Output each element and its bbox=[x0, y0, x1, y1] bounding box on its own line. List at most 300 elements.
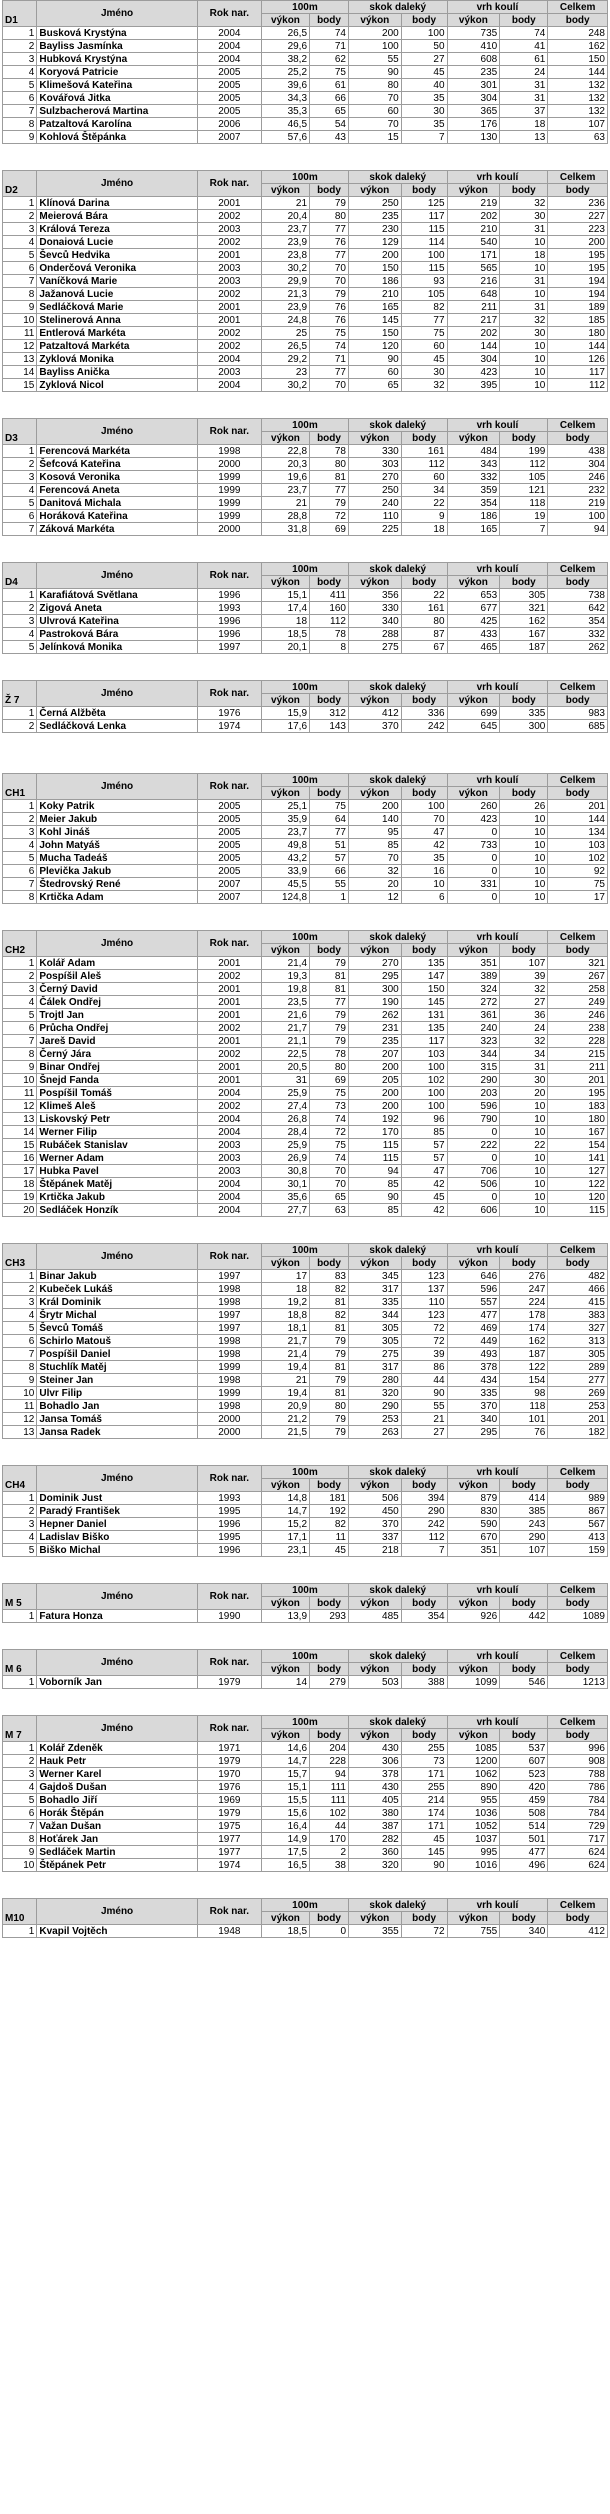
table-row bbox=[3, 1061, 608, 1074]
jump-points-cell: 47 bbox=[401, 826, 447, 839]
sprint-points-cell: 77 bbox=[310, 223, 349, 236]
birth-year-cell: 2007 bbox=[197, 891, 261, 904]
total-points-cell: 132 bbox=[548, 79, 608, 92]
birth-year-cell: 1990 bbox=[197, 1610, 261, 1623]
total-points-cell: 238 bbox=[548, 1022, 608, 1035]
table-row bbox=[3, 458, 608, 471]
rank-cell: 8 bbox=[3, 891, 37, 904]
jump-points-cell: 147 bbox=[401, 970, 447, 983]
sprint-points-cell: 70 bbox=[310, 1165, 349, 1178]
jump-points-cell: 125 bbox=[401, 197, 447, 210]
col-header-total: Celkem bbox=[548, 1466, 608, 1479]
rank-cell: 5 bbox=[3, 1322, 37, 1335]
birth-year-cell: 2000 bbox=[197, 1413, 261, 1426]
total-points-cell: 201 bbox=[548, 800, 608, 813]
sprint-time-cell: 15,6 bbox=[261, 1807, 309, 1820]
shot-distance-cell: 240 bbox=[447, 1022, 500, 1035]
table-row bbox=[3, 497, 608, 510]
shot-points-cell: 30 bbox=[500, 210, 548, 223]
jump-distance-cell: 344 bbox=[349, 1309, 402, 1322]
shot-distance-cell: 354 bbox=[447, 497, 500, 510]
table-row bbox=[3, 1309, 608, 1322]
total-points-cell: 154 bbox=[548, 1139, 608, 1152]
jump-distance-cell: 85 bbox=[349, 1178, 402, 1191]
col-header-year: Rok nar. bbox=[197, 681, 261, 707]
jump-distance-cell: 120 bbox=[349, 340, 402, 353]
rank-cell: 8 bbox=[3, 1048, 37, 1061]
sprint-points-cell: 78 bbox=[310, 628, 349, 641]
total-points-cell: 236 bbox=[548, 197, 608, 210]
shot-distance-cell: 344 bbox=[447, 1048, 500, 1061]
shot-points-cell: 41 bbox=[500, 40, 548, 53]
sprint-points-cell: 81 bbox=[310, 1387, 349, 1400]
shot-distance-cell: 606 bbox=[447, 1204, 500, 1217]
sprint-time-cell: 21 bbox=[261, 197, 309, 210]
col-header-performance: výkon bbox=[447, 432, 500, 445]
col-header-points: body bbox=[500, 944, 548, 957]
jump-points-cell: 123 bbox=[401, 1309, 447, 1322]
athlete-name-cell: Biško Michal bbox=[37, 1544, 197, 1557]
shot-distance-cell: 706 bbox=[447, 1165, 500, 1178]
shot-distance-cell: 370 bbox=[447, 1400, 500, 1413]
athlete-name-cell: Šefcová Kateřina bbox=[37, 458, 197, 471]
shot-points-cell: 10 bbox=[500, 340, 548, 353]
jump-distance-cell: 70 bbox=[349, 92, 402, 105]
jump-points-cell: 73 bbox=[401, 1755, 447, 1768]
total-points-cell: 267 bbox=[548, 970, 608, 983]
shot-points-cell: 13 bbox=[500, 131, 548, 144]
sprint-time-cell: 17,1 bbox=[261, 1531, 309, 1544]
sprint-points-cell: 74 bbox=[310, 1113, 349, 1126]
birth-year-cell: 2004 bbox=[197, 353, 261, 366]
sprint-points-cell: 64 bbox=[310, 813, 349, 826]
jump-points-cell: 100 bbox=[401, 1061, 447, 1074]
rank-cell: 5 bbox=[3, 249, 37, 262]
sprint-time-cell: 13,9 bbox=[261, 1610, 309, 1623]
col-header-points: body bbox=[500, 1479, 548, 1492]
athlete-name-cell: Pospíšil Daniel bbox=[37, 1348, 197, 1361]
athlete-name-cell: Pospíšil Tomáš bbox=[37, 1087, 197, 1100]
col-header-points: body bbox=[310, 1729, 349, 1742]
athlete-name-cell: Ševců Hedvika bbox=[37, 249, 197, 262]
jump-distance-cell: 300 bbox=[349, 983, 402, 996]
birth-year-cell: 1993 bbox=[197, 602, 261, 615]
total-points-cell: 304 bbox=[548, 458, 608, 471]
table-row bbox=[3, 1126, 608, 1139]
sprint-points-cell: 66 bbox=[310, 92, 349, 105]
jump-points-cell: 117 bbox=[401, 1035, 447, 1048]
athlete-name-cell: Karafiátová Světlana bbox=[37, 589, 197, 602]
athlete-name-cell: Zyklová Nicol bbox=[37, 379, 197, 392]
sprint-points-cell: 80 bbox=[310, 458, 349, 471]
sprint-time-cell: 25,9 bbox=[261, 1139, 309, 1152]
athlete-name-cell: Bohadlo Jiří bbox=[37, 1794, 197, 1807]
col-header-performance: výkon bbox=[261, 1912, 309, 1925]
shot-distance-cell: 646 bbox=[447, 1270, 500, 1283]
rank-cell: 1 bbox=[3, 1270, 37, 1283]
athlete-name-cell: Schirlo Matouš bbox=[37, 1335, 197, 1348]
jump-distance-cell: 280 bbox=[349, 1374, 402, 1387]
athlete-name-cell: Pospíšil Aleš bbox=[37, 970, 197, 983]
rank-cell: 3 bbox=[3, 471, 37, 484]
jump-points-cell: 57 bbox=[401, 1139, 447, 1152]
category-label: CH2 bbox=[3, 931, 37, 957]
sprint-time-cell: 19,4 bbox=[261, 1387, 309, 1400]
sprint-points-cell: 79 bbox=[310, 1035, 349, 1048]
jump-points-cell: 57 bbox=[401, 1152, 447, 1165]
col-header-points: body bbox=[401, 1663, 447, 1676]
athlete-name-cell: Mucha Tadeáš bbox=[37, 852, 197, 865]
table-row bbox=[3, 1165, 608, 1178]
rank-cell: 7 bbox=[3, 1820, 37, 1833]
col-header-long-jump: skok daleký bbox=[349, 1, 448, 14]
shot-points-cell: 31 bbox=[500, 223, 548, 236]
sprint-points-cell: 181 bbox=[310, 1492, 349, 1505]
col-header-performance: výkon bbox=[261, 1729, 309, 1742]
athlete-name-cell: Klimeš Aleš bbox=[37, 1100, 197, 1113]
sprint-points-cell: 279 bbox=[310, 1676, 349, 1689]
sprint-time-cell: 18,8 bbox=[261, 1309, 309, 1322]
birth-year-cell: 2000 bbox=[197, 523, 261, 536]
sprint-points-cell: 69 bbox=[310, 1074, 349, 1087]
athlete-name-cell: Busková Krystýna bbox=[37, 27, 197, 40]
shot-distance-cell: 1036 bbox=[447, 1807, 500, 1820]
jump-points-cell: 10 bbox=[401, 878, 447, 891]
table-row bbox=[3, 957, 608, 970]
birth-year-cell: 2002 bbox=[197, 970, 261, 983]
col-header-total-points: body bbox=[548, 944, 608, 957]
jump-points-cell: 105 bbox=[401, 288, 447, 301]
sprint-time-cell: 39,6 bbox=[261, 79, 309, 92]
total-points-cell: 246 bbox=[548, 471, 608, 484]
shot-points-cell: 10 bbox=[500, 353, 548, 366]
jump-points-cell: 135 bbox=[401, 1022, 447, 1035]
col-header-performance: výkon bbox=[447, 1663, 500, 1676]
sprint-points-cell: 312 bbox=[310, 707, 349, 720]
athlete-name-cell: Kolář Adam bbox=[37, 957, 197, 970]
rank-cell: 4 bbox=[3, 236, 37, 249]
shot-points-cell: 305 bbox=[500, 589, 548, 602]
birth-year-cell: 2003 bbox=[197, 1152, 261, 1165]
table-row bbox=[3, 1833, 608, 1846]
table-row bbox=[3, 1794, 608, 1807]
sprint-points-cell: 79 bbox=[310, 1348, 349, 1361]
total-points-cell: 127 bbox=[548, 1165, 608, 1178]
rank-cell: 19 bbox=[3, 1191, 37, 1204]
sprint-points-cell: 2 bbox=[310, 1846, 349, 1859]
col-header-points: body bbox=[401, 576, 447, 589]
athlete-name-cell: Werner Karel bbox=[37, 1768, 197, 1781]
table-row bbox=[3, 249, 608, 262]
col-header-points: body bbox=[401, 944, 447, 957]
shot-distance-cell: 389 bbox=[447, 970, 500, 983]
shot-distance-cell: 203 bbox=[447, 1087, 500, 1100]
shot-distance-cell: 222 bbox=[447, 1139, 500, 1152]
athlete-name-cell: Steiner Jan bbox=[37, 1374, 197, 1387]
jump-distance-cell: 200 bbox=[349, 1100, 402, 1113]
jump-distance-cell: 85 bbox=[349, 1204, 402, 1217]
col-header-performance: výkon bbox=[349, 944, 402, 957]
shot-distance-cell: 202 bbox=[447, 210, 500, 223]
jump-distance-cell: 170 bbox=[349, 1126, 402, 1139]
col-header-points: body bbox=[401, 14, 447, 27]
sprint-time-cell: 28,8 bbox=[261, 510, 309, 523]
col-header-performance: výkon bbox=[349, 694, 402, 707]
jump-points-cell: 44 bbox=[401, 1374, 447, 1387]
rank-cell: 6 bbox=[3, 865, 37, 878]
jump-points-cell: 47 bbox=[401, 1165, 447, 1178]
rank-cell: 2 bbox=[3, 1283, 37, 1296]
jump-distance-cell: 317 bbox=[349, 1361, 402, 1374]
total-points-cell: 17 bbox=[548, 891, 608, 904]
birth-year-cell: 1996 bbox=[197, 628, 261, 641]
athlete-name-cell: Važan Dušan bbox=[37, 1820, 197, 1833]
jump-points-cell: 100 bbox=[401, 800, 447, 813]
shot-distance-cell: 995 bbox=[447, 1846, 500, 1859]
rank-cell: 13 bbox=[3, 353, 37, 366]
table-row bbox=[3, 445, 608, 458]
col-header-total: Celkem bbox=[548, 1, 608, 14]
jump-points-cell: 354 bbox=[401, 1610, 447, 1623]
shot-distance-cell: 216 bbox=[447, 275, 500, 288]
jump-distance-cell: 200 bbox=[349, 249, 402, 262]
total-points-cell: 738 bbox=[548, 589, 608, 602]
shot-points-cell: 107 bbox=[500, 1544, 548, 1557]
table-row bbox=[3, 1610, 608, 1623]
rank-cell: 4 bbox=[3, 1309, 37, 1322]
jump-points-cell: 114 bbox=[401, 236, 447, 249]
col-header-long-jump: skok daleký bbox=[349, 1899, 448, 1912]
col-header-total: Celkem bbox=[548, 1244, 608, 1257]
shot-distance-cell: 331 bbox=[447, 878, 500, 891]
col-header-total-points: body bbox=[548, 1479, 608, 1492]
sprint-time-cell: 34,3 bbox=[261, 92, 309, 105]
jump-points-cell: 115 bbox=[401, 262, 447, 275]
table-row bbox=[3, 1204, 608, 1217]
sprint-time-cell: 21 bbox=[261, 497, 309, 510]
col-header-long-jump: skok daleký bbox=[349, 774, 448, 787]
col-header-shot-put: vrh koulí bbox=[447, 774, 548, 787]
total-points-cell: 685 bbox=[548, 720, 608, 733]
shot-points-cell: 121 bbox=[500, 484, 548, 497]
rank-cell: 18 bbox=[3, 1178, 37, 1191]
category-table bbox=[2, 1649, 608, 1689]
col-header-performance: výkon bbox=[349, 184, 402, 197]
rank-cell: 12 bbox=[3, 1100, 37, 1113]
athlete-name-cell: Paradý František bbox=[37, 1505, 197, 1518]
sprint-points-cell: 65 bbox=[310, 1191, 349, 1204]
col-header-points: body bbox=[401, 787, 447, 800]
sprint-points-cell: 79 bbox=[310, 957, 349, 970]
shot-points-cell: 385 bbox=[500, 1505, 548, 1518]
table-row bbox=[3, 641, 608, 654]
sprint-points-cell: 293 bbox=[310, 1610, 349, 1623]
total-points-cell: 1213 bbox=[548, 1676, 608, 1689]
jump-points-cell: 35 bbox=[401, 118, 447, 131]
total-points-cell: 183 bbox=[548, 1100, 608, 1113]
col-header-performance: výkon bbox=[261, 14, 309, 27]
total-points-cell: 717 bbox=[548, 1833, 608, 1846]
sprint-points-cell: 65 bbox=[310, 105, 349, 118]
table-row bbox=[3, 1925, 608, 1938]
jump-points-cell: 336 bbox=[401, 707, 447, 720]
jump-points-cell: 35 bbox=[401, 852, 447, 865]
col-header-name: Jméno bbox=[37, 1466, 197, 1492]
col-header-long-jump: skok daleký bbox=[349, 171, 448, 184]
col-header-long-jump: skok daleký bbox=[349, 1466, 448, 1479]
category-label: M 7 bbox=[3, 1716, 37, 1742]
col-header-shot-put: vrh koulí bbox=[447, 1244, 548, 1257]
athlete-name-cell: Klínová Darina bbox=[37, 197, 197, 210]
sprint-time-cell: 23,5 bbox=[261, 996, 309, 1009]
shot-points-cell: 31 bbox=[500, 92, 548, 105]
shot-points-cell: 167 bbox=[500, 628, 548, 641]
rank-cell: 9 bbox=[3, 1374, 37, 1387]
shot-points-cell: 98 bbox=[500, 1387, 548, 1400]
total-points-cell: 624 bbox=[548, 1859, 608, 1872]
total-points-cell: 305 bbox=[548, 1348, 608, 1361]
birth-year-cell: 1996 bbox=[197, 1544, 261, 1557]
shot-distance-cell: 304 bbox=[447, 353, 500, 366]
athlete-name-cell: Koky Patrik bbox=[37, 800, 197, 813]
col-header-points: body bbox=[500, 1729, 548, 1742]
table-row bbox=[3, 1191, 608, 1204]
total-points-cell: 162 bbox=[548, 40, 608, 53]
birth-year-cell: 2004 bbox=[197, 27, 261, 40]
sprint-time-cell: 20,1 bbox=[261, 641, 309, 654]
jump-distance-cell: 230 bbox=[349, 223, 402, 236]
sprint-time-cell: 38,2 bbox=[261, 53, 309, 66]
jump-points-cell: 21 bbox=[401, 1413, 447, 1426]
shot-distance-cell: 1085 bbox=[447, 1742, 500, 1755]
jump-points-cell: 96 bbox=[401, 1113, 447, 1126]
col-header-shot-put: vrh koulí bbox=[447, 1899, 548, 1912]
jump-distance-cell: 340 bbox=[349, 615, 402, 628]
rank-cell: 7 bbox=[3, 878, 37, 891]
table-row bbox=[3, 983, 608, 996]
total-points-cell: 232 bbox=[548, 484, 608, 497]
shot-points-cell: 224 bbox=[500, 1296, 548, 1309]
jump-points-cell: 45 bbox=[401, 1833, 447, 1846]
sprint-time-cell: 25,2 bbox=[261, 66, 309, 79]
col-header-points: body bbox=[401, 1479, 447, 1492]
birth-year-cell: 1999 bbox=[197, 497, 261, 510]
category-table bbox=[2, 680, 608, 733]
col-header-performance: výkon bbox=[261, 694, 309, 707]
col-header-performance: výkon bbox=[349, 14, 402, 27]
jump-distance-cell: 55 bbox=[349, 53, 402, 66]
shot-points-cell: 442 bbox=[500, 1610, 548, 1623]
col-header-points: body bbox=[310, 1479, 349, 1492]
header-row-top bbox=[3, 563, 608, 576]
jump-points-cell: 82 bbox=[401, 301, 447, 314]
birth-year-cell: 2005 bbox=[197, 865, 261, 878]
shot-distance-cell: 493 bbox=[447, 1348, 500, 1361]
jump-points-cell: 18 bbox=[401, 523, 447, 536]
jump-points-cell: 90 bbox=[401, 1859, 447, 1872]
total-points-cell: 63 bbox=[548, 131, 608, 144]
table-row bbox=[3, 301, 608, 314]
total-points-cell: 102 bbox=[548, 852, 608, 865]
sprint-points-cell: 81 bbox=[310, 1322, 349, 1335]
category-label: M 5 bbox=[3, 1584, 37, 1610]
jump-points-cell: 145 bbox=[401, 1846, 447, 1859]
table-row bbox=[3, 839, 608, 852]
total-points-cell: 313 bbox=[548, 1335, 608, 1348]
shot-distance-cell: 186 bbox=[447, 510, 500, 523]
table-row bbox=[3, 1348, 608, 1361]
total-points-cell: 786 bbox=[548, 1781, 608, 1794]
rank-cell: 1 bbox=[3, 1676, 37, 1689]
shot-distance-cell: 733 bbox=[447, 839, 500, 852]
athlete-name-cell: Vaníčková Marie bbox=[37, 275, 197, 288]
shot-points-cell: 22 bbox=[500, 1139, 548, 1152]
rank-cell: 13 bbox=[3, 1426, 37, 1439]
shot-points-cell: 162 bbox=[500, 1335, 548, 1348]
shot-distance-cell: 423 bbox=[447, 366, 500, 379]
sprint-time-cell: 14 bbox=[261, 1676, 309, 1689]
jump-points-cell: 100 bbox=[401, 1087, 447, 1100]
birth-year-cell: 1998 bbox=[197, 1283, 261, 1296]
shot-points-cell: 31 bbox=[500, 301, 548, 314]
category-label: M 6 bbox=[3, 1650, 37, 1676]
jump-points-cell: 42 bbox=[401, 1204, 447, 1217]
table-row bbox=[3, 970, 608, 983]
athlete-name-cell: Kohlová Štěpánka bbox=[37, 131, 197, 144]
jump-distance-cell: 231 bbox=[349, 1022, 402, 1035]
jump-distance-cell: 450 bbox=[349, 1505, 402, 1518]
col-header-shot-put: vrh koulí bbox=[447, 1, 548, 14]
rank-cell: 2 bbox=[3, 210, 37, 223]
category-table bbox=[2, 0, 608, 144]
sprint-time-cell: 23,9 bbox=[261, 236, 309, 249]
athlete-name-cell: Krtička Jakub bbox=[37, 1191, 197, 1204]
jump-distance-cell: 200 bbox=[349, 1087, 402, 1100]
shot-points-cell: 18 bbox=[500, 249, 548, 262]
total-points-cell: 321 bbox=[548, 957, 608, 970]
col-header-name: Jméno bbox=[37, 1899, 197, 1925]
sprint-points-cell: 81 bbox=[310, 1296, 349, 1309]
sprint-time-cell: 20,5 bbox=[261, 1061, 309, 1074]
col-header-total-points: body bbox=[548, 1912, 608, 1925]
total-points-cell: 277 bbox=[548, 1374, 608, 1387]
sprint-points-cell: 79 bbox=[310, 1413, 349, 1426]
birth-year-cell: 2003 bbox=[197, 1139, 261, 1152]
sprint-time-cell: 26,5 bbox=[261, 340, 309, 353]
table-row bbox=[3, 118, 608, 131]
shot-distance-cell: 202 bbox=[447, 327, 500, 340]
jump-distance-cell: 337 bbox=[349, 1531, 402, 1544]
col-header-total: Celkem bbox=[548, 563, 608, 576]
total-points-cell: 120 bbox=[548, 1191, 608, 1204]
total-points-cell: 195 bbox=[548, 249, 608, 262]
athlete-name-cell: Hubka Pavel bbox=[37, 1165, 197, 1178]
col-header-performance: výkon bbox=[349, 576, 402, 589]
sprint-points-cell: 82 bbox=[310, 1518, 349, 1531]
shot-distance-cell: 378 bbox=[447, 1361, 500, 1374]
sprint-time-cell: 14,8 bbox=[261, 1492, 309, 1505]
jump-distance-cell: 70 bbox=[349, 852, 402, 865]
col-header-100m: 100m bbox=[261, 419, 348, 432]
shot-distance-cell: 425 bbox=[447, 615, 500, 628]
sprint-time-cell: 17,4 bbox=[261, 602, 309, 615]
sprint-time-cell: 19,2 bbox=[261, 1296, 309, 1309]
table-row bbox=[3, 1676, 608, 1689]
shot-distance-cell: 0 bbox=[447, 865, 500, 878]
total-points-cell: 983 bbox=[548, 707, 608, 720]
col-header-performance: výkon bbox=[349, 787, 402, 800]
rank-cell: 3 bbox=[3, 983, 37, 996]
